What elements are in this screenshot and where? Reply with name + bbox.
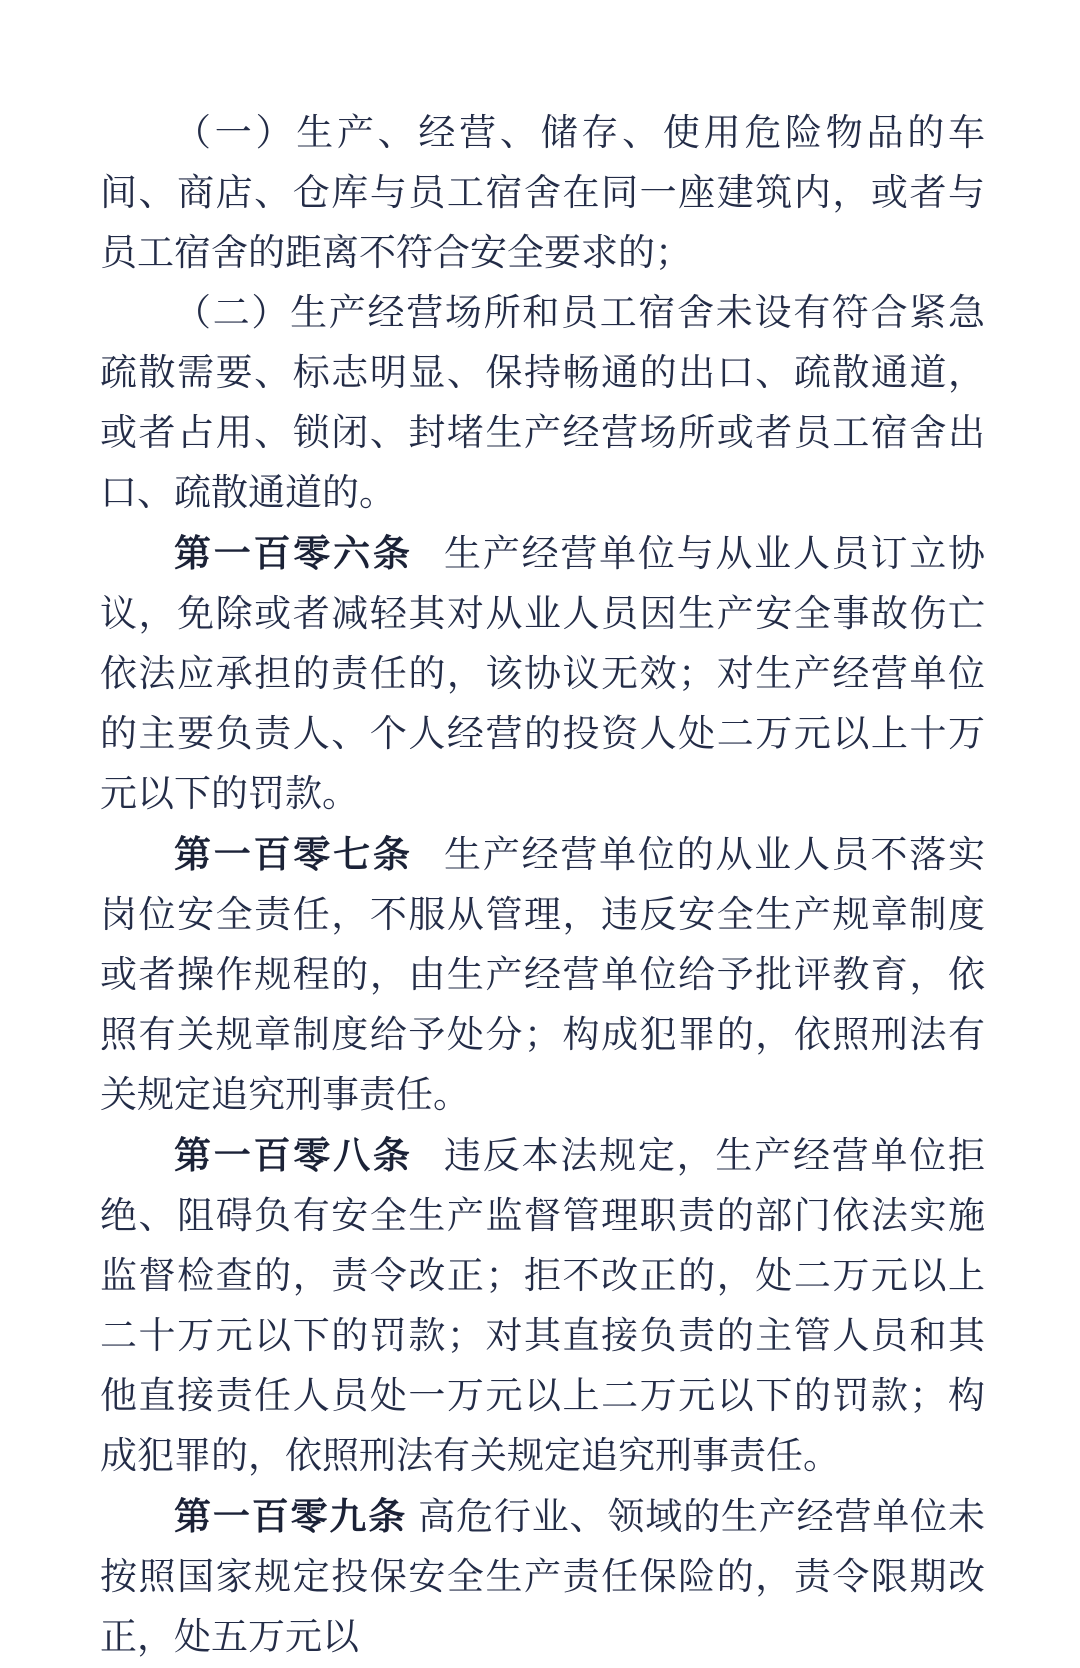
- article-paragraph: [100, 1126, 985, 1487]
- paragraph-text: 违反本法规定，生产经营单位拒绝、阻碍负有安全生产监督管理职责的部门依法实施监督检查的，责令改正；拒不改正的，处二万元以上二十万元以下的罚款；对其直接负责的主管人员和其他直接责任人员处一万元以上二万元以下的罚款；构成犯罪的，依照刑法有关规定追究刑事责任。: [100, 1136, 986, 1477]
- article-number: 第一百零七条: [174, 834, 413, 875]
- paragraph-text: 生产经营单位的从业人员不落实岗位安全责任，不服从管理，违反安全生产规章制度或者操作规程的，由生产经营单位给予批评教育，依照有关规章制度给予处分；构成犯罪的，依照刑法有关规定追究刑事责任。: [100, 835, 986, 1116]
- paragraph-text: （二）生产经营场所和员工宿舍未设有符合紧急疏散需要、标志明显、保持畅通的出口、疏散通道，或者占用、锁闭、封堵生产经营场所或者员工宿舍出口、疏散通道的。: [100, 293, 985, 514]
- paragraph-text: （一）生产、经营、储存、使用危险物品的车间、商店、仓库与员工宿舍在同一座建筑内，或者与员工宿舍的距离不符合安全要求的；: [100, 113, 985, 274]
- article-number: 第一百零九条: [174, 1496, 408, 1537]
- legal-text-body: [100, 104, 985, 1668]
- article-number: 第一百零六条: [174, 533, 413, 574]
- article-number: 第一百零八条: [174, 1135, 413, 1176]
- clause-paragraph: [100, 284, 985, 524]
- article-paragraph: [100, 1487, 985, 1668]
- article-paragraph: [100, 524, 985, 825]
- paragraph-text: 生产经营单位与从业人员订立协议，免除或者减轻其对从业人员因生产安全事故伤亡依法应承担的责任的，该协议无效；对生产经营单位的主要负责人、个人经营的投资人处二万元以上十万元以下的罚款。: [100, 534, 986, 815]
- article-paragraph: [100, 825, 985, 1126]
- paragraph-text: 高危行业、领域的生产经营单位未按照国家规定投保安全生产责任保险的，责令限期改正，处五万元以: [100, 1497, 986, 1658]
- clause-paragraph: [100, 104, 985, 284]
